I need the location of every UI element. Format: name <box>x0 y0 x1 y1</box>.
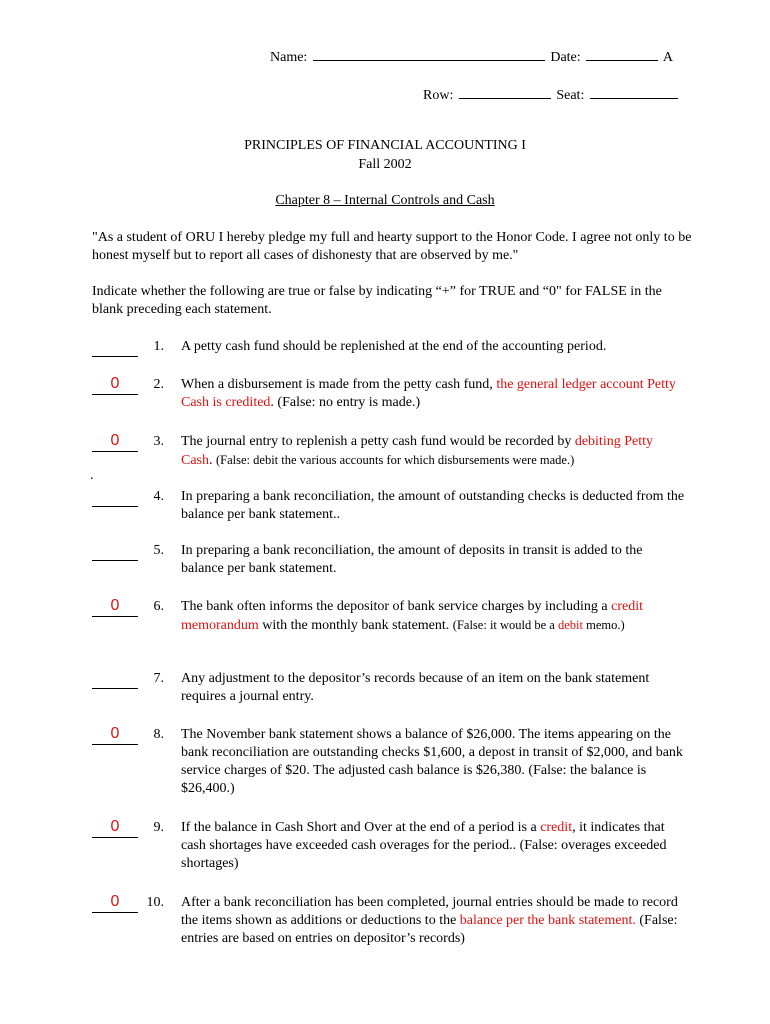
seat-blank[interactable] <box>590 84 678 99</box>
question-5 <box>92 542 692 602</box>
name-date-line <box>270 46 673 66</box>
question-text: When a disbursement is made from the petty cash fund, the general ledger account Petty Cash is credited. (False: no entry is made.) <box>181 377 676 410</box>
row-label: Row: <box>423 88 454 103</box>
instructions: Indicate whether the following are true or false by indicating “+” for TRUE and “0" for FALSE in the blank preceding each statement. <box>92 284 662 317</box>
question-number: 5. <box>153 543 164 558</box>
row-blank[interactable] <box>459 84 551 99</box>
question-number: 7. <box>153 671 164 686</box>
question-6 <box>92 598 692 658</box>
question-7 <box>92 670 692 730</box>
question-2 <box>92 376 692 436</box>
answer-blank-8[interactable]: 0 <box>92 726 138 745</box>
date-blank[interactable] <box>586 46 658 61</box>
seat-label: Seat: <box>556 88 585 103</box>
course-title: PRINCIPLES OF FINANCIAL ACCOUNTING I <box>244 138 526 153</box>
answer-blank-9[interactable]: 0 <box>92 819 138 838</box>
question-number: 3. <box>153 434 164 449</box>
question-text: After a bank reconciliation has been completed, journal entries should be made to record the items shown as additions or deductions to the balance per the bank statement. (False: entries are based on entries on depositor’s records) <box>181 895 678 946</box>
date-label: Date: <box>550 50 581 65</box>
question-text: If the balance in Cash Short and Over at the end of a period is a credit, it indicates that cash shortages have exceeded cash overages for the period.. (False: overages exceeded shortages) <box>181 820 667 871</box>
answer-blank-10[interactable]: 0 <box>92 894 138 913</box>
question-text: In preparing a bank reconciliation, the amount of deposits in transit is added to the balance per bank statement. <box>181 543 643 576</box>
question-8 <box>92 726 692 806</box>
question-number: 4. <box>153 489 164 504</box>
question-number: 9. <box>153 820 164 835</box>
honor-pledge: "As a student of ORU I hereby pledge my full and hearty support to the Honor Code. I agree not only to be honest myself but to report all cases of dishonesty that are observed by me." <box>92 230 692 263</box>
answer-blank-1[interactable] <box>92 338 138 357</box>
question-9 <box>92 819 692 879</box>
answer-blank-2[interactable]: 0 <box>92 376 138 395</box>
question-text: Any adjustment to the depositor’s records because of an item on the bank statement requires a journal entry. <box>181 671 650 704</box>
answer-blank-4[interactable] <box>92 488 138 507</box>
question-number: 2. <box>153 377 164 392</box>
question-10 <box>92 894 692 954</box>
question-text: The November bank statement shows a balance of $26,000. The items appearing on the bank reconciliation are outstanding checks $1,600, a depost in transit of $2,000, and bank service charges of $20. The adjusted cash balance is $26,380. (False: the balance is $26,400.) <box>181 727 683 796</box>
name-blank[interactable] <box>313 46 545 61</box>
question-text: The bank often informs the depositor of bank service charges by including a credit memorandum with the monthly bank statement. (False: it would be a debit memo.) <box>181 599 643 633</box>
version-label: A <box>662 50 674 65</box>
question-number: 8. <box>153 727 164 742</box>
question-4 <box>92 488 692 548</box>
question-text: A petty cash fund should be replenished at the end of the accounting period. <box>181 339 607 354</box>
name-label: Name: <box>270 50 308 65</box>
question-3 <box>92 433 692 493</box>
row-seat-line <box>423 84 680 104</box>
answer-blank-5[interactable] <box>92 542 138 561</box>
question-number: 1. <box>153 339 164 354</box>
answer-blank-7[interactable] <box>92 670 138 689</box>
question-text: In preparing a bank reconciliation, the amount of outstanding checks is deducted from the balance per bank statement.. <box>181 489 685 522</box>
question-number: 6. <box>153 599 164 614</box>
question-number: 10. <box>146 895 164 910</box>
stray-mark: . <box>90 468 94 483</box>
term: Fall 2002 <box>358 157 412 172</box>
answer-blank-3[interactable]: 0 <box>92 433 138 452</box>
question-text: The journal entry to replenish a petty cash fund would be recorded by debiting Petty Cash. (False: debit the various accounts for which disbursements were made.) <box>181 434 653 468</box>
answer-blank-6[interactable]: 0 <box>92 598 138 617</box>
chapter-title: Chapter 8 – Internal Controls and Cash <box>275 193 495 208</box>
